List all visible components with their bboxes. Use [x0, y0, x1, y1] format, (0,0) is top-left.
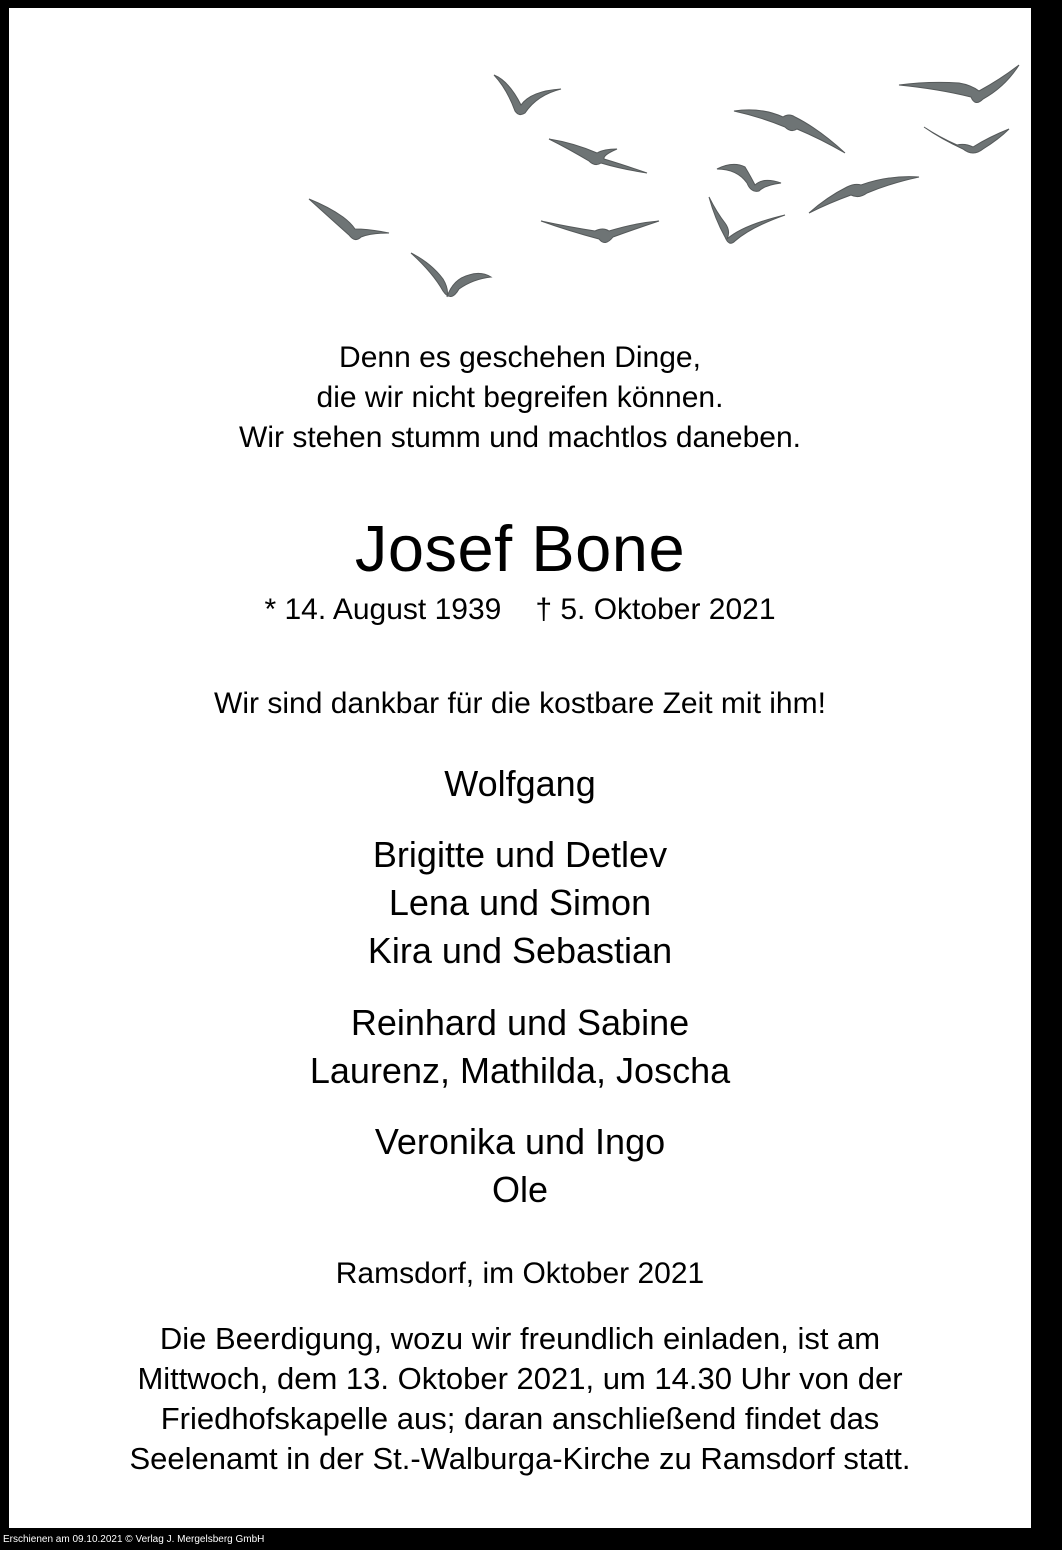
mourner-wolfgang: Wolfgang: [444, 763, 596, 804]
mourner-kira-sebastian: Kira und Sebastian: [367, 930, 673, 971]
thanks-line: Wir sind dankbar für die kostbare Zeit mit ihm!: [214, 687, 826, 720]
mourner-grandchildren: Laurenz, Mathilda, Joscha: [309, 1050, 731, 1091]
flying-birds-icon: [299, 53, 1029, 313]
mourner-ole: Ole: [491, 1169, 549, 1210]
mourner-lena-simon: Lena und Simon: [388, 882, 652, 923]
funeral-line-1: Die Beerdigung, wozu wir freundlich einladen, ist am: [159, 1321, 881, 1356]
funeral-line-3: Friedhofskapelle aus; daran anschließend findet das: [160, 1401, 880, 1436]
deceased-name: Josef Bone: [354, 512, 686, 585]
death-date: † 5. Oktober 2021: [535, 593, 776, 626]
verse-line-3: Wir stehen stumm und machtlos daneben.: [239, 421, 801, 454]
obituary-card: [9, 8, 1031, 1528]
birth-date: * 14. August 1939: [264, 593, 502, 626]
life-dates: [9, 592, 1031, 628]
publication-footer: Erschienen am 09.10.2021 © Verlag J. Mergelsberg GmbH: [3, 1534, 265, 1545]
mourner-veronika-ingo: Veronika und Ingo: [374, 1121, 666, 1162]
verse-line-1: Denn es geschehen Dinge,: [339, 341, 701, 374]
mourner-reinhard-sabine: Reinhard und Sabine: [350, 1002, 690, 1043]
funeral-line-4: Seelenamt in der St.-Walburga-Kirche zu Ramsdorf statt.: [129, 1441, 911, 1476]
funeral-line-2: Mittwoch, dem 13. Oktober 2021, um 14.30 Uhr von der: [137, 1361, 903, 1396]
place-date: Ramsdorf, im Oktober 2021: [335, 1257, 705, 1290]
verse-line-2: die wir nicht begreifen können.: [316, 381, 724, 414]
mourner-brigitte-detlev: Brigitte und Detlev: [372, 834, 668, 875]
